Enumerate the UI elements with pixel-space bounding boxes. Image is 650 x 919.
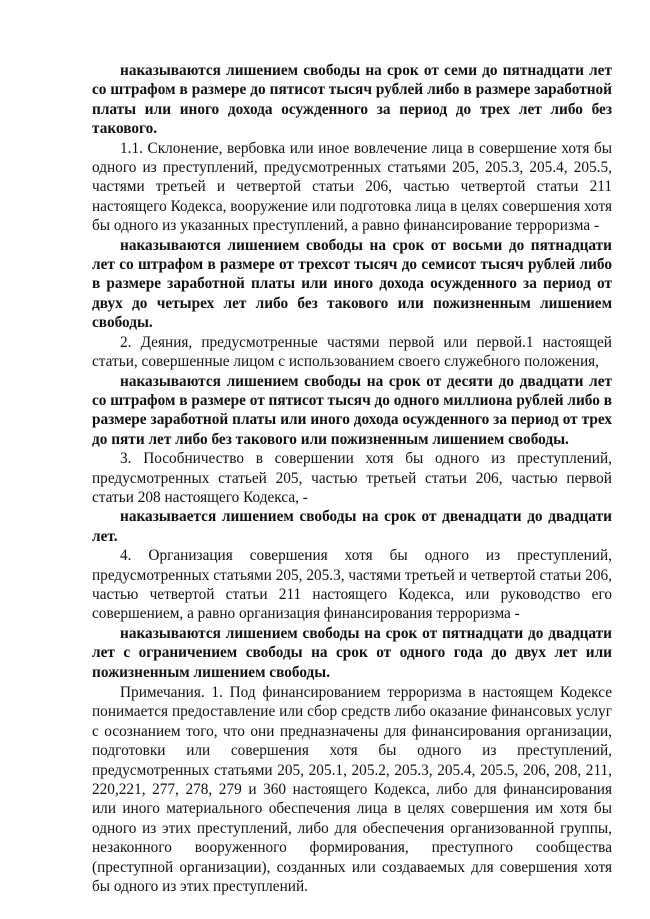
penalty-paragraph-part-3: наказывается лишением свободы на срок от двенадцати до двадцати лет.	[92, 508, 612, 545]
penalty-paragraph-part-1: наказываются лишением свободы на срок от семи до пятнадцати лет со штрафом в размере до пятисот тысяч рублей либо в размере заработной платы или иного дохода осужденного за период до трех лет либо без такового.	[92, 62, 612, 138]
paragraph-part-1-1: 1.1. Склонение, вербовка или иное вовлечение лица в совершение хотя бы одного из преступлений, предусмотренных статьями 205, 205.3, 205.4, 205.5, частями третьей и четвертой статьи 206, частью четвертой статьи 211 настоящего Кодекса, вооружение или подготовка лица в целях совершения хотя бы одного из указанных преступлений, а равно финансирование терроризма -	[92, 139, 612, 235]
paragraph-part-2: 2. Деяния, предусмотренные частями первой или первой.1 настоящей статьи, совершенные лицом с использованием своего служебного положения,	[92, 333, 612, 371]
penalty-paragraph-part-2: наказываются лишением свободы на срок от десяти до двадцати лет со штрафом в размере от пятисот тысяч до одного миллиона рублей либо в размере заработной платы или иного дохода осужденного за период от трех до пяти лет либо без такового или пожизненным лишением свободы.	[92, 372, 612, 448]
document-body	[92, 61, 612, 896]
paragraph-part-4: 4. Организация совершения хотя бы одного из преступлений, предусмотренных статьями 205, 205.3, частями третьей и четвертой статьи 206, частью четвертой статьи 211 настоящего Кодекса, или руководство его совершением, а равно организация финансирования терроризма -	[92, 547, 612, 623]
notes-paragraph: Примечания. 1. Под финансированием терроризма в настоящем Кодексе понимается предоставление или сбор средств либо оказание финансовых услуг с осознанием того, что они предназначены для финансирования организации, подготовки или совершения хотя бы одного из преступлений, предусмотренных статьями 205, 205.1, 205.2, 205.3, 205.4, 205.5, 206, 208, 211, 220,221, 277, 278, 279 и 360 настоящего Кодекса, либо для финансирования или иного материального обеспечения лица в целях совершения им хотя бы одного из этих преступлений, либо для обеспечения организованной группы, незаконного вооруженного формирования, преступного сообщества (преступной организации), созданных или создаваемых для совершения хотя бы одного из этих преступлений.	[92, 684, 612, 896]
penalty-paragraph-part-1-1: наказываются лишением свободы на срок от восьми до пятнадцати лет со штрафом в размере от трехсот тысяч до семисот тысяч рублей либо в размере заработной платы или иного дохода осужденного за период от двух до четырех лет либо без такового или пожизненным лишением свободы.	[92, 236, 612, 332]
penalty-paragraph-part-4: наказываются лишением свободы на срок от пятнадцати до двадцати лет с ограничением свободы на срок от одного года до двух лет или пожизненным лишением свободы.	[92, 624, 612, 681]
paragraph-part-3: 3. Пособничество в совершении хотя бы одного из преступлений, предусмотренных статьей 205, частью третьей статьи 206, частью первой статьи 208 настоящего Кодекса, -	[92, 450, 612, 506]
